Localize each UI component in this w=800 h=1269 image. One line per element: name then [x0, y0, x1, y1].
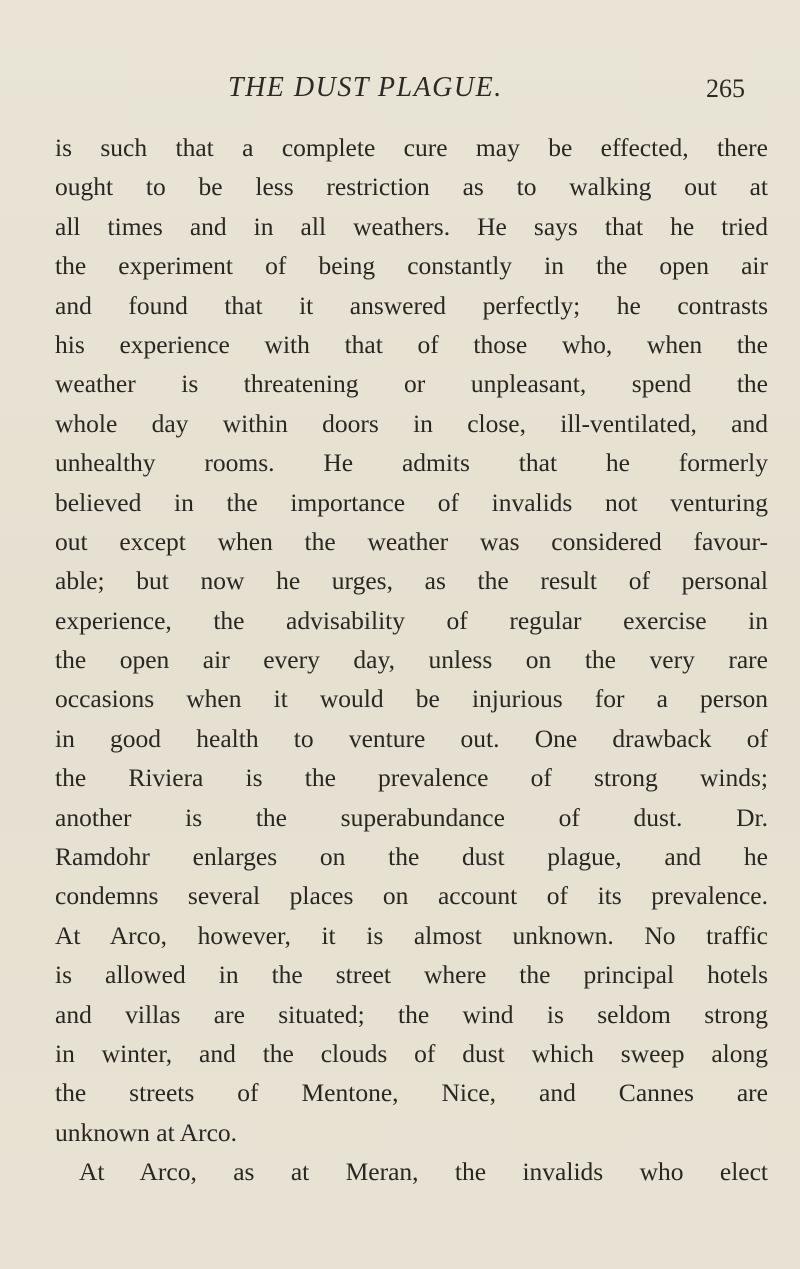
text-line: and found that it answered perfectly; he contrasts [55, 290, 768, 320]
text-line: the streets of Mentone, Nice, and Cannes are [55, 1078, 768, 1108]
text-line: whole day within doors in close, ill-ventilated, and [55, 408, 768, 438]
text-line: unhealthy rooms. He admits that he formerly [55, 448, 768, 478]
text-line: able; but now he urges, as the result of personal [55, 566, 768, 596]
text-line: his experience with that of those who, when the [55, 329, 768, 359]
text-line: the experiment of being constantly in the open air [55, 251, 768, 281]
text-line: Ramdohr enlarges on the dust plague, and he [55, 842, 768, 872]
text-line: is allowed in the street where the principal hotels [55, 960, 768, 990]
text-line: is such that a complete cure may be effected, there [55, 133, 768, 162]
text-line: ought to be less restriction as to walking out at [55, 172, 768, 202]
text-line: condemns several places on account of its prevalence. [55, 881, 768, 911]
text-line: in winter, and the clouds of dust which sweep along [55, 1038, 768, 1068]
running-title: THE DUST PLAGUE. [228, 72, 503, 103]
text-line: the Riviera is the prevalence of strong winds; [55, 763, 768, 793]
text-line: another is the superabundance of dust. Dr. [55, 802, 768, 832]
text-line: out except when the weather was considered favour- [55, 526, 768, 556]
text-line-paragraph-end: unknown at Arco. [55, 1117, 238, 1147]
text-line: in good health to venture out. One drawback of [55, 723, 768, 753]
running-head [0, 72, 800, 112]
text-line: and villas are situated; the wind is seldom strong [55, 999, 768, 1029]
body-text [55, 128, 768, 1192]
text-line-paragraph-start: At Arco, as at Meran, the invalids who elect [79, 1157, 768, 1187]
text-line: occasions when it would be injurious for a person [55, 684, 768, 714]
text-line: all times and in all weathers. He says that he tried [55, 211, 768, 241]
text-line: the open air every day, unless on the very rare [55, 645, 768, 675]
text-line: experience, the advisability of regular exercise in [55, 605, 768, 635]
text-line: believed in the importance of invalids not venturing [55, 487, 768, 517]
page-number: 265 [706, 74, 745, 103]
text-line: At Arco, however, it is almost unknown. No traffic [55, 920, 768, 950]
text-line: weather is threatening or unpleasant, spend the [55, 369, 768, 399]
